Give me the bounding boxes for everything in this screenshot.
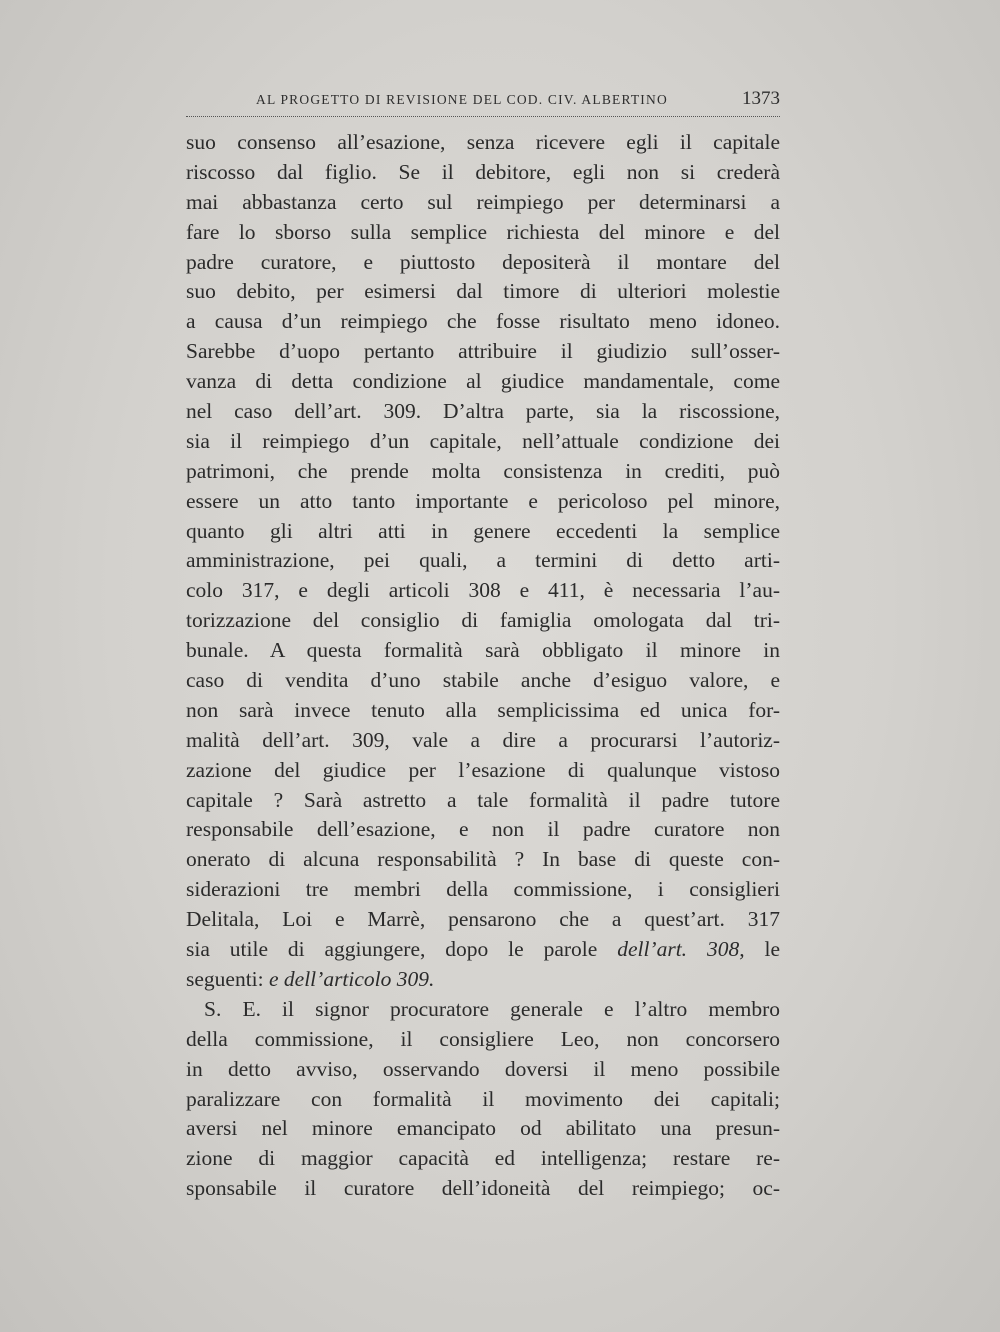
text-line: torizzazione del consiglio di famiglia omologata dal tri- bbox=[186, 608, 780, 633]
text-line: suo debito, per esimersi dal timore di ulteriori molestie bbox=[186, 279, 780, 304]
text-line: vanza di detta condizione al giudice mandamentale, come bbox=[186, 369, 780, 394]
text-line-mixed bbox=[186, 965, 780, 995]
body-text bbox=[186, 128, 780, 1204]
text-line: mai abbastanza certo sul reimpiego per determinarsi a bbox=[186, 189, 780, 214]
text-line: quanto gli altri atti in genere eccedenti la semplice bbox=[186, 518, 780, 543]
text-line-mixed bbox=[186, 935, 780, 965]
text-line: in detto avviso, osservando doversi il meno possibile bbox=[186, 1056, 780, 1081]
text-line: fare lo sborso sulla semplice richiesta del minore e del bbox=[186, 219, 780, 244]
text-line: essere un atto tanto importante e pericoloso pel minore, bbox=[186, 488, 780, 513]
text-line: colo 317, e degli articoli 308 e 411, è necessaria l’au- bbox=[186, 578, 780, 603]
text-run: le bbox=[744, 937, 780, 962]
text-line: zazione del giudice per l’esazione di qualunque vistoso bbox=[186, 757, 780, 782]
text-line: padre curatore, e piuttosto depositerà il montare del bbox=[186, 249, 780, 274]
text-line: aversi nel minore emancipato od abilitato una presun- bbox=[186, 1116, 780, 1141]
text-line: amministrazione, pei quali, a termini di detto arti- bbox=[186, 548, 780, 573]
text-line: zione di maggior capacità ed intelligenza; restare re- bbox=[186, 1146, 780, 1171]
text-line: Delitala, Loi e Marrè, pensarono che a quest’art. 317 bbox=[186, 907, 780, 932]
text-line: siderazioni tre membri della commissione, i consiglieri bbox=[186, 877, 780, 902]
text-line: sponsabile il curatore dell’idoneità del reimpiego; oc- bbox=[186, 1176, 780, 1201]
italic-citation: dell’art. 308, bbox=[617, 937, 745, 962]
text-run: sia utile di aggiungere, dopo le parole bbox=[186, 937, 618, 962]
text-line: riscosso dal figlio. Se il debitore, egli non si crederà bbox=[186, 159, 780, 184]
text-line: nel caso dell’art. 309. D’altra parte, sia la riscossione, bbox=[186, 399, 780, 424]
text-line: caso di vendita d’uno stabile anche d’esiguo valore, e bbox=[186, 668, 780, 693]
italic-citation: e dell’articolo 309. bbox=[269, 966, 435, 991]
running-title: AL PROGETTO DI REVISIONE DEL COD. CIV. ALBERTINO bbox=[256, 92, 668, 107]
page-number: 1373 bbox=[742, 88, 780, 109]
text-line: della commissione, il consigliere Leo, non concorsero bbox=[186, 1026, 780, 1051]
running-header bbox=[186, 84, 780, 117]
text-line: capitale ? Sarà astretto a tale formalità il padre tutore bbox=[186, 787, 780, 812]
text-line: suo consenso all’esazione, senza ricevere egli il capitale bbox=[186, 130, 780, 154]
text-run: seguenti: bbox=[186, 966, 269, 991]
text-line: onerato di alcuna responsabilità ? In base di queste con- bbox=[186, 847, 780, 872]
paragraph-first-line: S. E. il signor procuratore generale e l’altro membro bbox=[204, 996, 780, 1021]
text-line: a causa d’un reimpiego che fosse risultato meno idoneo. bbox=[186, 309, 780, 334]
text-line: bunale. A questa formalità sarà obbligato il minore in bbox=[186, 638, 780, 663]
text-line: responsabile dell’esazione, e non il padre curatore non bbox=[186, 817, 780, 842]
text-line: patrimoni, che prende molta consistenza in crediti, può bbox=[186, 458, 780, 483]
text-line: paralizzare con formalità il movimento dei capitali; bbox=[186, 1086, 780, 1111]
text-line: Sarebbe d’uopo pertanto attribuire il giudizio sull’osser- bbox=[186, 339, 780, 364]
text-line: malità dell’art. 309, vale a dire a procurarsi l’autoriz- bbox=[186, 727, 780, 752]
text-line: non sarà invece tenuto alla semplicissima ed unica for- bbox=[186, 697, 780, 722]
text-line: sia il reimpiego d’un capitale, nell’attuale condizione dei bbox=[186, 428, 780, 453]
